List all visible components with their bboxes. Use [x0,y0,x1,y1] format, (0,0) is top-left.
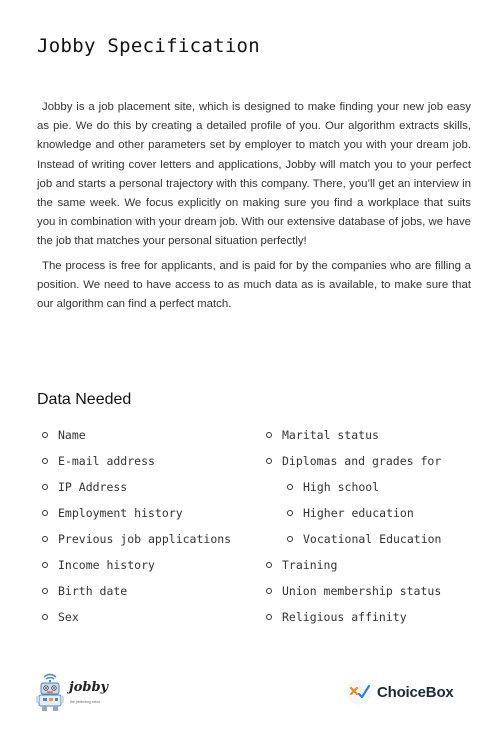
list-item-label: Previous job applications [58,532,232,546]
list-item-label: E-mail address [58,454,155,468]
bullet-icon [42,484,48,490]
bullet-icon [266,562,272,568]
section-heading: Data Needed [37,391,132,408]
list-item [42,500,231,526]
list-item-label: Sex [58,610,79,624]
list-item [42,604,231,630]
list-item-label: Marital status [282,428,379,442]
bullet-icon [266,458,272,464]
list-item-label: High school [303,480,380,494]
list-item [42,474,231,500]
choicebox-check-icon [346,679,372,705]
list-item [266,578,441,604]
choicebox-wordmark: ChoiceBox [377,683,454,701]
bullet-icon [42,432,48,438]
bullet-icon [42,588,48,594]
jobby-tagline: the jobfinding robot [70,700,100,704]
bullet-icon [42,536,48,542]
bullet-icon [42,510,48,516]
list-item-label: Diplomas and grades for [282,454,442,468]
list-item-label: Union membership status [282,584,442,598]
list-item-label: Vocational Education [303,532,442,546]
list-item-label: IP Address [58,480,128,494]
list-item [42,578,231,604]
list-item [266,448,441,474]
bullet-icon [287,484,293,490]
data-list-left [42,422,231,630]
list-item [42,552,231,578]
jobby-logo [35,672,115,712]
list-item-label: Income history [58,558,155,572]
list-item-label: Birth date [58,584,128,598]
bullet-icon [42,614,48,620]
list-item [266,526,441,552]
list-item [266,474,441,500]
choicebox-logo [346,679,466,705]
jobby-wordmark: jobby [69,680,109,695]
bullet-icon [42,562,48,568]
intro-paragraph: Jobby is a job placement site, which is designed to make finding your new job easy as pie. We do this by creating a detailed profile of you. Our algorithm extracts skills, knowledge and other parameters set by employer to match you with your dream job. Instead of writing cover letters and applications, Jobby will match you to your perfect job and starts a personal trajectory with this company. There, you’ll get an interview in the same week. We focus explicitly on making sure you find a workplace that suits you in combination with your dream job. With our extensive database of jobs, we have the job that matches your personal situation perfectly! [37,101,471,248]
list-item [42,422,231,448]
list-item [42,448,231,474]
bullet-icon [287,510,293,516]
list-item [42,526,231,552]
list-item-label: Name [58,428,86,442]
data-list-right [266,422,441,630]
list-item-label: Employment history [58,506,183,520]
list-item [266,604,441,630]
list-item [266,552,441,578]
bullet-icon [266,432,272,438]
robot-icon [35,672,65,712]
list-item-label: Higher education [303,506,414,520]
list-item [266,422,441,448]
list-item-label: Training [282,558,338,572]
bullet-icon [266,588,272,594]
bullet-icon [287,536,293,542]
list-item-label: Religious affinity [282,610,407,624]
page-title: Jobby Specification [37,35,261,57]
bullet-icon [42,458,48,464]
bullet-icon [266,614,272,620]
intro-text [37,98,471,319]
intro-paragraph: The process is free for applicants, and is paid for by the companies who are filling a position. We need to have access to as much data as is available, to make sure that our algorithm can find a perfect match. [37,259,471,311]
list-item [266,500,441,526]
